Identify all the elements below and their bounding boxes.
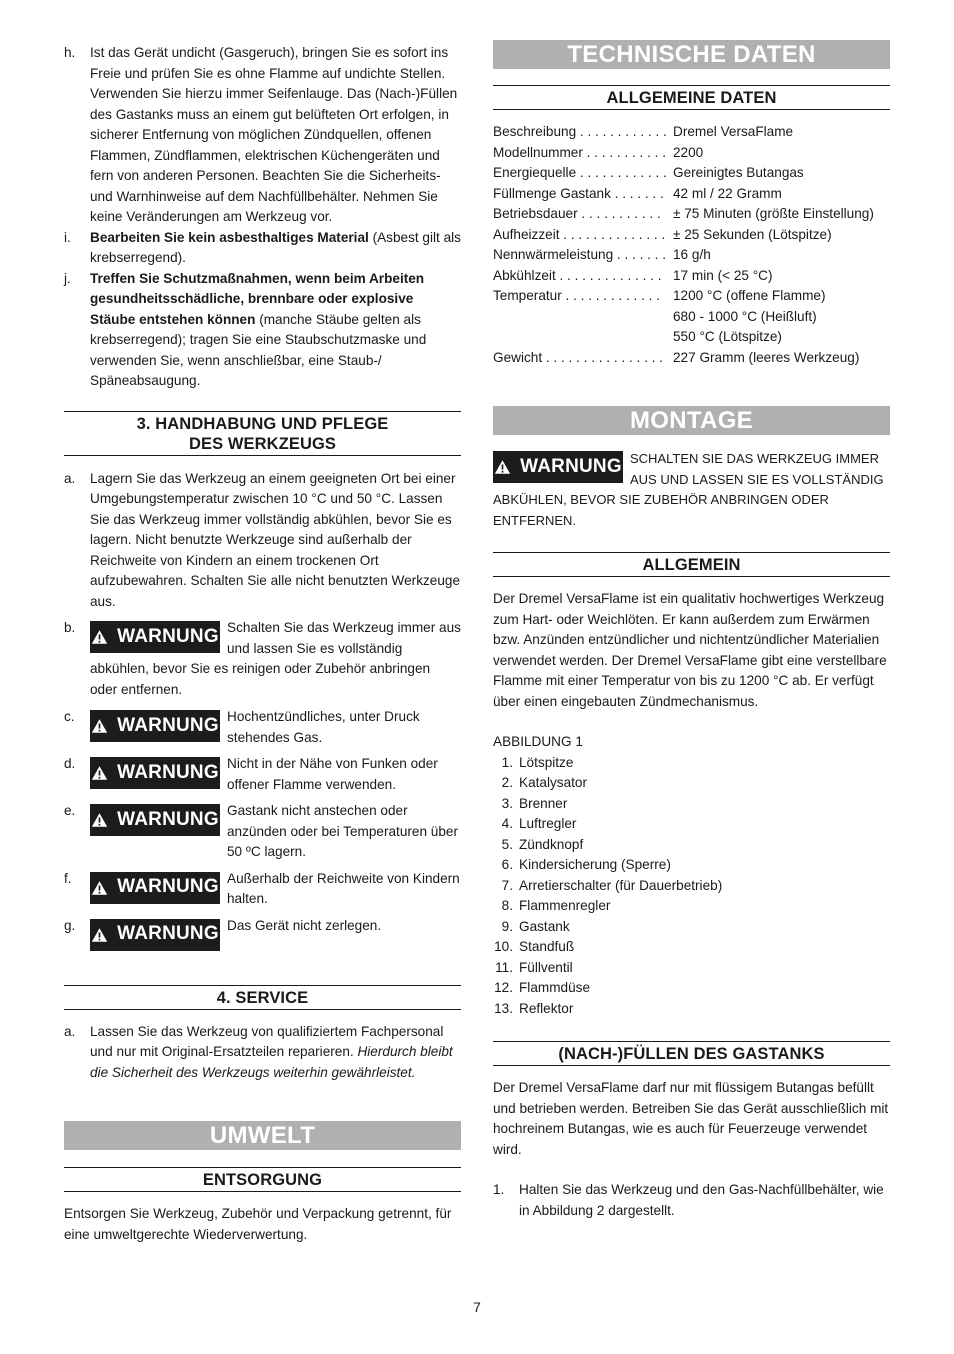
item-text: Arretierschalter (für Dauerbetrieb) (519, 877, 723, 893)
figure-legend-list (493, 753, 890, 1020)
spec-value: ± 75 Minuten (größte Einstellung) (673, 206, 874, 221)
list-item-a (64, 1022, 461, 1084)
list-item-d (64, 754, 461, 795)
list-item (493, 937, 890, 958)
sub-heading-allgemein: ALLGEMEIN (493, 552, 890, 577)
spec-key: Beschreibung . . . . . . . . . . . . (493, 124, 667, 139)
spec-row (493, 143, 890, 164)
item-text (90, 1022, 461, 1084)
spec-row (493, 245, 890, 266)
list-item (493, 855, 890, 876)
item-number: 1. (501, 754, 513, 770)
warning-label: WARNUNG (117, 625, 219, 647)
warning-badge (90, 621, 220, 653)
warning-badge (90, 919, 220, 951)
spec-row (493, 266, 890, 287)
list-item (493, 978, 890, 999)
warning-label: WARNUNG (117, 714, 219, 736)
list-item (493, 814, 890, 835)
spec-value: 227 Gramm (leeres Werkzeug) (673, 349, 860, 365)
spec-value: 1200 °C (offene Flamme) (673, 288, 826, 303)
spec-row (493, 225, 890, 246)
item-text (90, 269, 461, 392)
right-column (493, 40, 890, 1221)
spec-key (493, 307, 673, 328)
allgemein-text: Der Dremel VersaFlame ist ein qualitativ hochwertiges Werkzeug zum Hart- oder Weichlöten. Er kann außerdem zum Erwärmen bzw. Anzünden entzündlicher und nichtentzündlicher Materialien verwendet werden. Der Dremel VersaFlame gibt eine verstellbare Flamme mit einer Temperatur von bis zu 1200 °C ab. Er verfügt über einen eingebauten Zündmechanismus. (493, 591, 887, 709)
spec-key (493, 327, 673, 348)
item-number: 9. (501, 918, 513, 934)
step-label: 1. (493, 1182, 505, 1197)
list-item (493, 794, 890, 815)
list-item-i (64, 228, 461, 269)
warning-label: WARNUNG (117, 876, 219, 898)
list-item-a (64, 469, 461, 613)
step-item-1 (493, 1180, 890, 1221)
spec-key: Modellnummer . . . . . . . . . . . (493, 144, 666, 160)
list-item (493, 773, 890, 794)
warning-triangle-icon (91, 880, 108, 896)
spec-value: Gereinigtes Butangas (673, 165, 804, 180)
heading-line-1: 3. HANDHABUNG UND PFLEGE (136, 414, 389, 433)
section-heading-handhabung (64, 411, 461, 456)
item-text: Flammdüse (519, 980, 591, 995)
section-heading-umwelt: UMWELT (64, 1121, 461, 1150)
item-plain-text: Lassen Sie das Werkzeug von qualifiziertem Fachpersonal und nur mit Original-Ersatzteilen reparieren. (90, 1023, 444, 1059)
item-plain-text: (manche Stäube gelten als krebserregend); tragen Sie eine Staubschutzmaske und verwenden Sie, wenn anschließbar, eine Staub-/ Späneabsaugung. (90, 311, 427, 388)
spec-key: Nennwärmeleistung . . . . . . . (493, 247, 667, 262)
spec-key: Temperatur . . . . . . . . . . . . . (493, 288, 660, 303)
item-text: Luftregler (519, 816, 577, 831)
item-number: 5. (501, 836, 513, 852)
warning-triangle-icon (91, 927, 108, 943)
warning-label: WARNUNG (117, 923, 219, 945)
item-label: f. (64, 870, 72, 886)
item-text: Füllventil (519, 959, 573, 975)
item-label: c. (64, 709, 75, 724)
item-label: g. (64, 917, 76, 933)
list-item (493, 835, 890, 856)
item-label: a. (64, 1023, 76, 1039)
list-item-e (64, 801, 461, 863)
list-item (493, 999, 890, 1020)
fuellen-text: Der Dremel VersaFlame darf nur mit flüssigem Butangas befüllt und betrieben werden. Betreiben Sie das Gerät ausschließlich mit hochreinem Butangas, wie es auch für Feuerzeuge verwendet wird. (493, 1080, 889, 1157)
spec-row (493, 122, 890, 143)
item-label: h. (64, 45, 76, 60)
item-label: j. (64, 270, 71, 286)
item-bold-text: Treffen Sie Schutzmaßnahmen, wenn beim Arbeiten gesundheitsschädliche, brennbare oder explosive Stäube entstehen können (90, 270, 425, 327)
spec-table (493, 122, 890, 368)
spec-row (493, 307, 890, 328)
item-text: Gastank (519, 918, 570, 934)
list-item (493, 917, 890, 938)
item-text: Standfuß (519, 939, 575, 954)
list-item-j (64, 269, 461, 392)
spec-value: 2200 (673, 144, 704, 160)
list-item (493, 896, 890, 917)
spec-value: 550 °C (Lötspitze) (673, 329, 782, 344)
item-number: 13. (494, 1000, 513, 1016)
left-column (64, 40, 461, 1245)
figure-title: ABBILDUNG 1 (493, 734, 583, 749)
warning-label: WARNUNG (117, 761, 219, 783)
spec-row (493, 348, 890, 369)
item-text: Ist das Gerät undicht (Gasgeruch), bringen Sie es sofort ins Freie und prüfen Sie es ohne Flamme auf undichte Stellen. Verwenden Sie hierzu immer Seifenlauge. Das (Nach-)Füllen des Gastanks muss an einem gut belüfteten Ort erfolgen, in sicherer Entfernung von möglichen Zündquellen, offenen Flammen, Zündflammen, elektrischen Küchengeräten und fern von anderen Personen. Beachten Sie die Sicherheits- und Warnhinweise auf dem Nachfüllbehälter. Nehmen Sie keine Veränderungen am Werkzeug vor. (90, 45, 458, 224)
item-number: 4. (501, 816, 513, 831)
item-italic-text: Hierdurch bleibt die Sicherheit des Werkzeugs weiterhin gewährleistet. (90, 1044, 453, 1080)
sub-heading-fuellen: (NACH-)FÜLLEN DES GASTANKS (493, 1041, 890, 1066)
warning-badge (90, 872, 220, 904)
item-label: i. (64, 229, 71, 245)
item-label: d. (64, 756, 76, 771)
warning-badge (90, 757, 220, 789)
section-heading-technische-daten: TECHNISCHE DATEN (493, 40, 890, 69)
sub-heading-entsorgung: ENTSORGUNG (64, 1167, 461, 1192)
item-number: 12. (494, 980, 513, 995)
list-item-b (64, 618, 461, 700)
spec-row (493, 163, 890, 184)
section-heading-montage: MONTAGE (493, 406, 890, 435)
section-heading-service: 4. SERVICE (64, 985, 461, 1010)
spec-value: 17 min (< 25 °C) (673, 267, 773, 283)
spec-value: 680 - 1000 °C (Heißluft) (673, 308, 817, 324)
item-label: b. (64, 620, 76, 635)
spec-key: Gewicht . . . . . . . . . . . . . . . . (493, 349, 663, 365)
warning-label: WARNUNG (520, 455, 622, 477)
list-item (493, 753, 890, 774)
item-number: 10. (494, 939, 513, 954)
spec-key: Energiequelle . . . . . . . . . . . . (493, 165, 667, 180)
list-item (493, 876, 890, 897)
warning-triangle-icon (494, 459, 511, 475)
spec-key: Abkühlzeit . . . . . . . . . . . . . . (493, 267, 662, 283)
heading-line-2: DES WERKZEUGS (188, 434, 337, 453)
item-label: e. (64, 803, 76, 818)
spec-value: 16 g/h (673, 247, 711, 262)
montage-warning (493, 449, 890, 531)
list-item-f (64, 869, 461, 910)
list-item (493, 958, 890, 979)
warning-triangle-icon (91, 765, 108, 781)
spec-row (493, 327, 890, 348)
item-number: 11. (495, 959, 513, 975)
spec-key: Betriebsdauer . . . . . . . . . . . (493, 206, 661, 221)
warning-badge (90, 710, 220, 742)
entsorgung-text: Entsorgen Sie Werkzeug, Zubehör und Verpackung getrennt, für eine umweltgerechte Wiederverwertung. (64, 1206, 452, 1242)
item-label: a. (64, 470, 76, 486)
item-text: Lagern Sie das Werkzeug an einem geeigneten Ort bei einer Umgebungstemperatur zwischen 10 °C und 50 °C. Lassen Sie das Werkzeug immer vollständig abkühlen, bevor Sie es lagern. Nicht benutzte Werkzeuge sind außerhalb der Reichweite von Kindern an einem trockenen Ort aufzubewahren. Schalten Sie alle nicht benutzten Werkzeuge aus. (90, 470, 461, 609)
warning-triangle-icon (91, 629, 108, 645)
item-text: Lötspitze (519, 754, 574, 770)
warning-badge (493, 451, 623, 483)
page-number: 7 (473, 1300, 481, 1315)
spec-value: Dremel VersaFlame (673, 124, 794, 139)
spec-row (493, 184, 890, 205)
warning-label: WARNUNG (117, 808, 219, 830)
montage-warning-text: SCHALTEN SIE DAS WERKZEUG IMMER AUS UND LASSEN SIE ES VOLLSTÄNDIG ABKÜHLEN, BEVOR SIE ZUBEHÖR ANBRINGEN ODER ENTFERNEN. (493, 451, 884, 528)
item-number: 2. (501, 775, 513, 790)
item-text: Hochentzündliches, unter Druck stehendes Gas. (227, 709, 420, 745)
item-text: Gastank nicht anstechen oder anzünden oder bei Temperaturen über 50 ºC lagern. (227, 803, 459, 859)
list-item-g (64, 916, 461, 951)
item-number: 8. (501, 898, 513, 913)
item-text: Außerhalb der Reichweite von Kindern halten. (227, 870, 460, 906)
item-text: Brenner (519, 795, 568, 811)
warning-triangle-icon (91, 812, 108, 828)
item-bold-text: Bearbeiten Sie kein asbesthaltiges Material (90, 229, 369, 245)
spec-row (493, 204, 890, 225)
item-text: Kindersicherung (Sperre) (519, 857, 671, 872)
item-text (90, 228, 461, 269)
item-number: 6. (501, 857, 513, 872)
spec-value: ± 25 Sekunden (Lötspitze) (673, 226, 832, 242)
item-text: Reflektor (519, 1000, 574, 1016)
spec-value: 42 ml / 22 Gramm (673, 185, 782, 201)
item-number: 7. (501, 877, 513, 893)
item-text: Das Gerät nicht zerlegen. (227, 917, 382, 933)
spec-row (493, 286, 890, 307)
item-number: 3. (501, 795, 513, 811)
warning-triangle-icon (91, 718, 108, 734)
item-text: Katalysator (519, 775, 588, 790)
spec-key: Füllmenge Gastank . . . . . . . (493, 185, 664, 201)
warning-badge (90, 804, 220, 836)
item-text: Zündknopf (519, 836, 584, 852)
spec-key: Aufheizzeit . . . . . . . . . . . . . . (493, 226, 666, 242)
item-text: Flammenregler (519, 898, 611, 913)
step-text: Halten Sie das Werkzeug und den Gas-Nachfüllbehälter, wie in Abbildung 2 dargestellt. (519, 1182, 884, 1218)
list-item-c (64, 707, 461, 748)
sub-heading-allgemeine-daten: ALLGEMEINE DATEN (493, 85, 890, 110)
item-plain-text: (Asbest gilt als krebserregend). (90, 229, 461, 265)
list-item-h (64, 43, 461, 228)
item-text: Nicht in der Nähe von Funken oder offener Flamme verwenden. (227, 756, 438, 792)
item-text: Schalten Sie das Werkzeug immer aus und lassen Sie es vollständig abkühlen, bevor Sie es reinigen oder Zubehör anbringen oder entfernen. (90, 620, 461, 697)
